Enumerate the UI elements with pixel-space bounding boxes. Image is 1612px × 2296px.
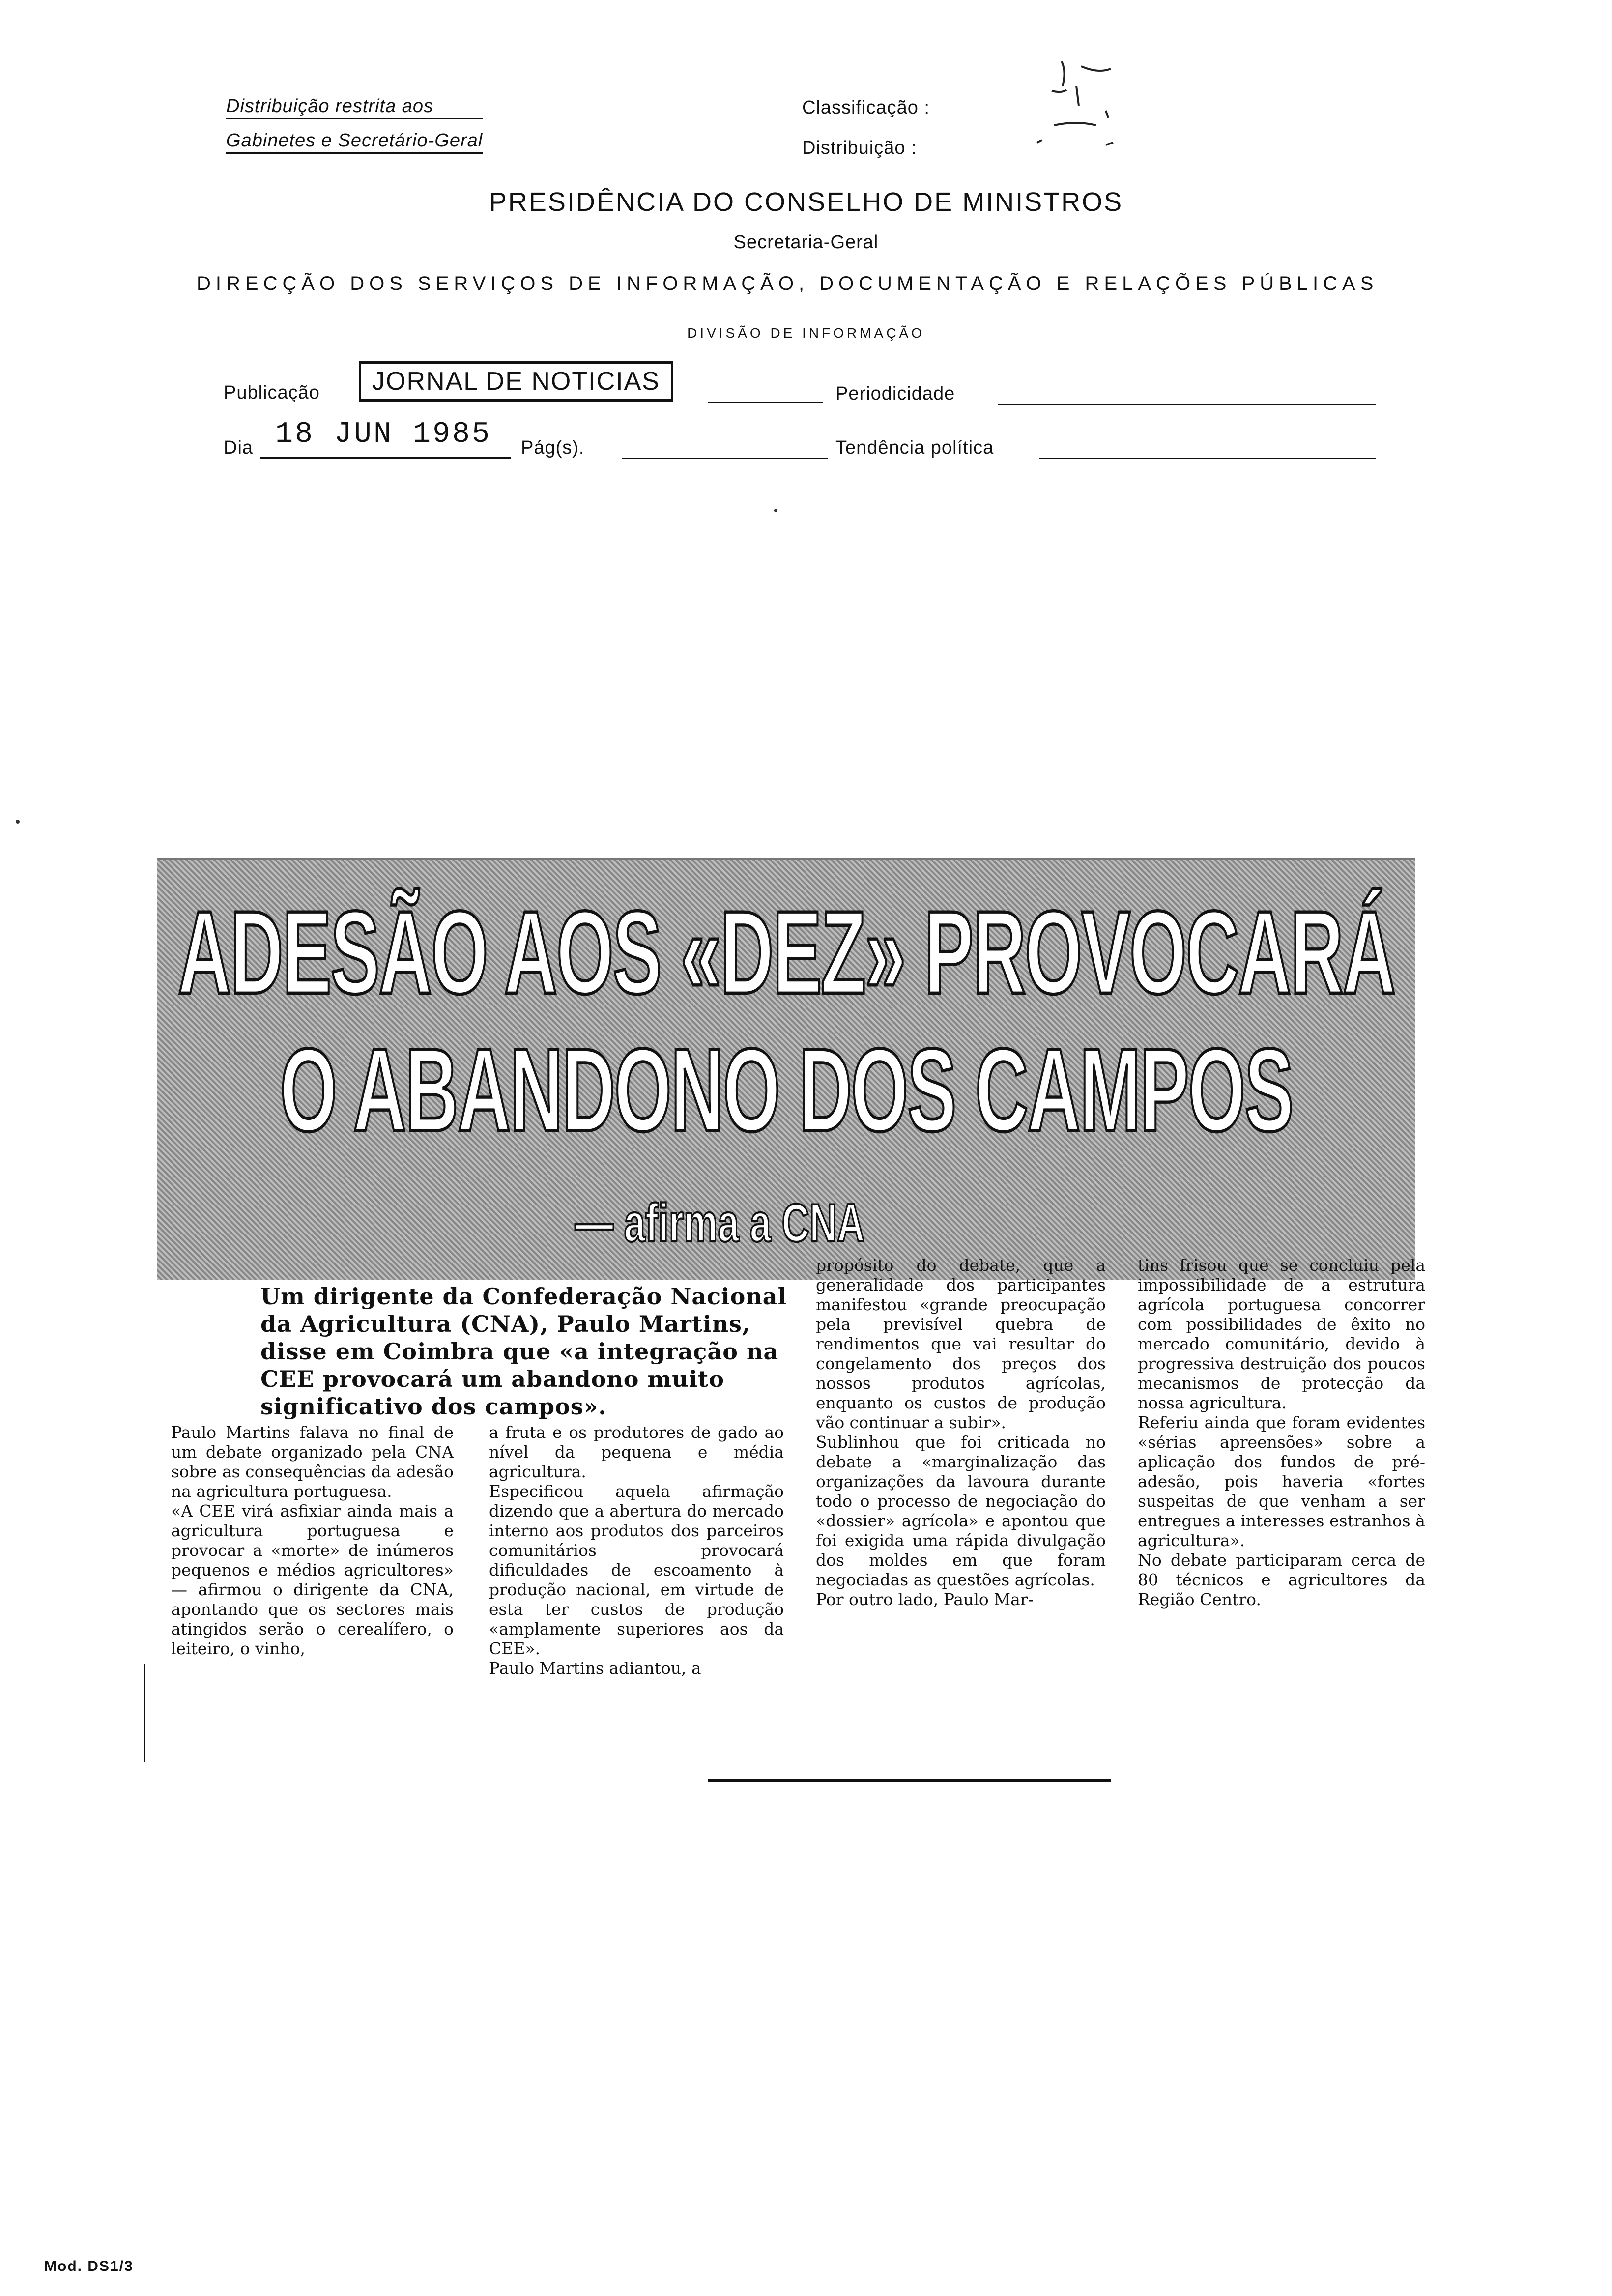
margin-rule <box>144 1664 145 1762</box>
headline-line-1: ADESÃO AOS «DEZ» PROVOCARÁ <box>177 886 1395 1018</box>
day-stamp: 18 JUN 1985 <box>275 418 492 451</box>
speck-2 <box>16 820 20 824</box>
org-title: PRESIDÊNCIA DO CONSELHO DE MINISTROS <box>489 187 1123 217</box>
org-subtitle: Secretaria-Geral <box>733 232 879 253</box>
form-code: Mod. DS1/3 <box>44 2258 134 2274</box>
distribution-note-line-1: Distribuição restrita aos <box>226 96 483 119</box>
distribution-note-line-2: Gabinetes e Secretário-Geral <box>226 130 483 154</box>
article-column-1: Paulo Martins falava no final de um debate organizado pela CNA sobre as consequências da adesão na agricultura portuguesa. «A CEE virá asfixiar ainda mais a agricultura portuguesa e provocar a «morte» de inúmeros pequenos e médios agricultores» — afirmou o dirigente da CNA, apontando que os sectores mais atingidos serão o cerealífero, o leiteiro, o vinho, <box>171 1423 454 1658</box>
day-label: Dia <box>224 437 254 458</box>
article-lede: Um dirigente da Confederação Nacional da Agricultura (CNA), Paulo Martins, disse em Coimbra que «a integração na CEE provocará um abandono muito significativo dos campos». <box>260 1283 787 1420</box>
distribution-note <box>226 96 483 154</box>
headline-subhead: — afirma a CNA <box>575 1192 865 1253</box>
division-line: DIVISÃO DE INFORMAÇÃO <box>687 325 925 341</box>
tendency-label: Tendência política <box>835 437 994 458</box>
publication-stamp: JORNAL DE NOTICIAS <box>359 361 673 402</box>
pages-label: Pág(s). <box>521 437 585 458</box>
article-column-2: a fruta e os produtores de gado ao nível da pequena e média agricultura. Especificou aquela afirmação dizendo que a abertura do mercado interno aos produtos dos parceiros comunitários provocará dificuldades de escoamento à produção nacional, em virtude de esta ter custos de produção «amplamente superiores aos da CEE». Paulo Martins adiantou, a <box>489 1423 784 1678</box>
speck-1 <box>774 509 777 512</box>
end-rule <box>708 1779 1111 1782</box>
periodicity-label: Periodicidade <box>835 383 955 404</box>
classification-label: Classificação : <box>802 97 930 118</box>
article-column-4: tins frisou que se concluiu pela impossibilidade de a estrutura agrícola portuguesa concorrer com possibilidades de êxito no mercado comunitário, devido à progressiva destruição dos poucos mecanismos de protecção da nossa agricultura. Referiu ainda que foram evidentes «sérias apreensões» sobre a aplicação dos fundos de pré-adesão, pois haveria «fortes suspeitas de que venham a ser entregues a interesses estranhos à agricultura». No debate participaram cerca de 80 técnicos e agricultores da Região Centro. <box>1138 1256 1425 1609</box>
headline-line-2: O ABANDONO DOS CAMPOS <box>280 1024 1293 1156</box>
article-column-3: propósito do debate, que a generalidade dos participantes manifestou «grande preocupação pela previsível quebra de rendimentos que vai resultar do congelamento dos preços dos nossos produtos agrícolas, enquanto os custos de produção vão continuar a subir». Sublinhou que foi criticada no debate a «marginalização das organizações da lavoura durante todo o processo de negociação do «dossier» agrícola» e apontou que foi exigida uma rápida divulgação dos moldes em que foram negociadas as questões agrícolas. Por outro lado, Paulo Mar- <box>816 1256 1106 1609</box>
pages-line <box>622 458 828 459</box>
handwritten-mark <box>1008 52 1135 160</box>
periodicity-line <box>998 404 1376 405</box>
directorate-line: DIRECÇÃO DOS SERVIÇOS DE INFORMAÇÃO, DOCUMENTAÇÃO E RELAÇÕES PÚBLICAS <box>197 273 1379 294</box>
tendency-line <box>1039 458 1376 459</box>
day-line <box>260 457 511 459</box>
publication-label: Publicação <box>224 382 320 403</box>
publication-line <box>708 402 823 403</box>
distribution-label: Distribuição : <box>802 138 917 158</box>
